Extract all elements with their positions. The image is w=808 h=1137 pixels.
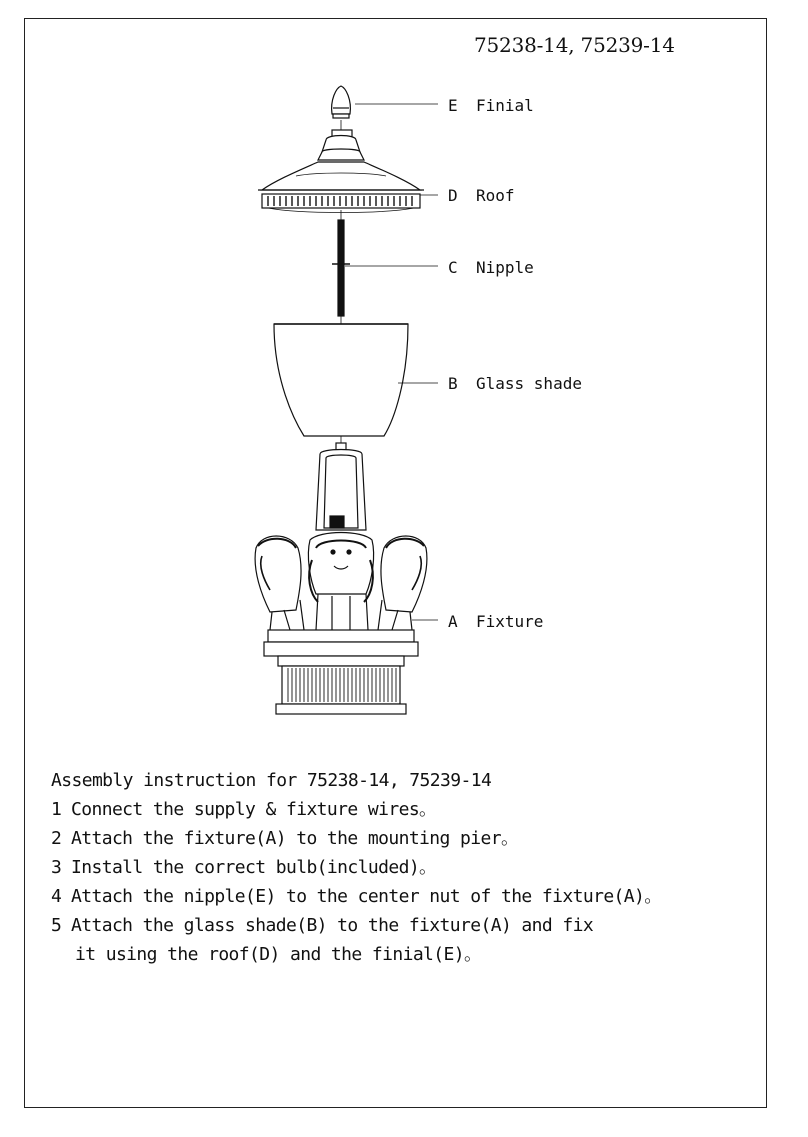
step-text: Attach the glass shade(B) to the fixture(A) and fix — [71, 915, 594, 936]
part-label-nipple — [448, 258, 534, 277]
part-letter: D — [448, 186, 458, 205]
step-number: 5 — [51, 915, 62, 936]
instruction-step — [51, 882, 662, 911]
part-label-fixture — [448, 612, 543, 631]
finial-drawing — [332, 86, 351, 118]
step-number: 1 — [51, 799, 62, 820]
roof-drawing — [258, 130, 424, 213]
glass-shade-drawing — [274, 324, 408, 436]
fixture-drawing — [255, 533, 427, 715]
part-label-finial — [448, 96, 534, 115]
instruction-step — [51, 853, 662, 882]
part-label-roof — [448, 186, 515, 205]
assembly-instructions — [51, 766, 662, 969]
part-letter: C — [448, 258, 458, 277]
part-name: Fixture — [476, 612, 544, 631]
part-name: Finial — [476, 96, 534, 115]
part-label-glass-shade — [448, 374, 582, 393]
step-text: Connect the supply & fixture wires。 — [71, 799, 437, 820]
instruction-step — [51, 911, 662, 940]
instruction-step — [51, 795, 662, 824]
part-letter: E — [448, 96, 458, 115]
instruction-step-continuation: it using the roof(D) and the finial(E)。 — [75, 944, 482, 965]
socket-cage-drawing — [316, 443, 366, 530]
step-text: Attach the nipple(E) to the center nut of the fixture(A)。 — [71, 886, 662, 907]
part-name: Roof — [476, 186, 515, 205]
step-text: Attach the fixture(A) to the mounting pier。 — [71, 828, 519, 849]
instructions-title: Assembly instruction for 75238-14, 75239-14 — [51, 770, 492, 791]
step-text: Install the correct bulb(included)。 — [71, 857, 437, 878]
part-letter: B — [448, 374, 458, 393]
step-number: 3 — [51, 857, 62, 878]
model-number-header: 75238-14, 75239-14 — [474, 33, 675, 57]
instruction-step — [51, 824, 662, 853]
step-number: 4 — [51, 886, 62, 907]
nipple-drawing — [332, 220, 350, 316]
part-letter: A — [448, 612, 458, 631]
step-number: 2 — [51, 828, 62, 849]
part-name: Nipple — [476, 258, 534, 277]
part-name: Glass shade — [476, 374, 582, 393]
